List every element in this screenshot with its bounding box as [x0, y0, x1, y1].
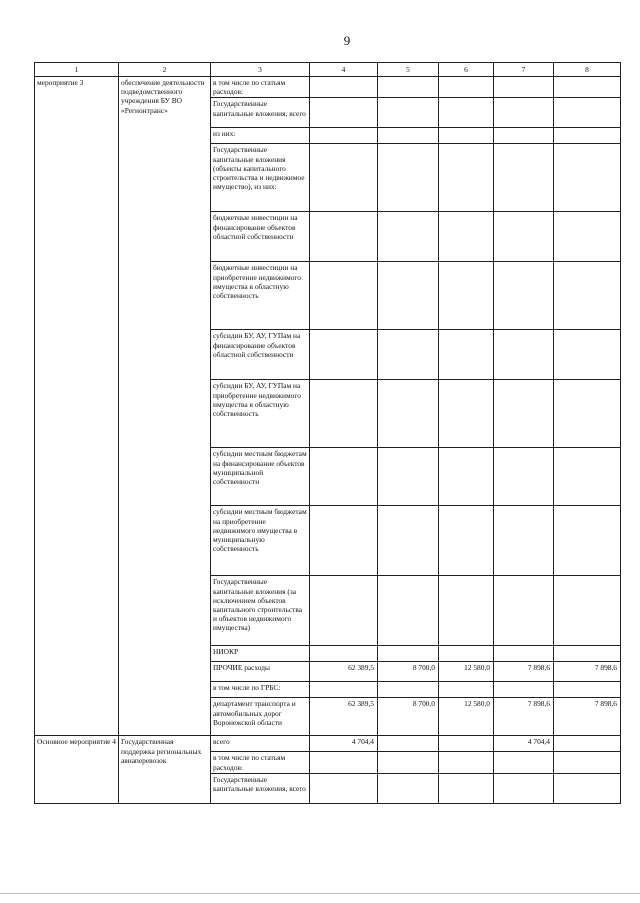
- amount-cell: [554, 77, 621, 98]
- amount-cell: [378, 646, 439, 662]
- amount-cell: [554, 576, 621, 646]
- amount-cell: [378, 128, 439, 144]
- amount-cell: [439, 77, 494, 98]
- amount-cell: [378, 262, 439, 330]
- amount-cell: [554, 773, 621, 803]
- amount-cell: [310, 646, 378, 662]
- expense-item-cell: Государственные капитальные вложения, всего: [211, 773, 310, 803]
- amount-cell: [554, 380, 621, 448]
- expense-item-cell: субсидии БУ, АУ, ГУПам на финансирование объектов областной собственности: [211, 330, 310, 380]
- amount-cell: [554, 506, 621, 576]
- amount-cell: 4 704,4: [310, 736, 378, 752]
- expense-item-cell: НИОКР: [211, 646, 310, 662]
- expense-item-cell: ПРОЧИЕ расходы: [211, 662, 310, 682]
- event-name-cell: Основное мероприятие 4: [35, 736, 119, 803]
- amount-cell: [378, 380, 439, 448]
- amount-cell: [310, 682, 378, 698]
- amount-cell: [439, 262, 494, 330]
- event-name-cell: мероприятие 3: [35, 77, 119, 736]
- amount-cell: [554, 736, 621, 752]
- amount-cell: [310, 212, 378, 262]
- expense-item-cell: в том числе по статьям расходов:: [211, 77, 310, 98]
- amount-cell: 8 700,0: [378, 698, 439, 736]
- amount-cell: [439, 682, 494, 698]
- header-cell: 1: [35, 63, 119, 77]
- amount-cell: [378, 736, 439, 752]
- amount-cell: [378, 773, 439, 803]
- amount-cell: [378, 98, 439, 128]
- amount-cell: [310, 98, 378, 128]
- expense-item-cell: всего: [211, 736, 310, 752]
- amount-cell: [494, 646, 554, 662]
- amount-cell: [310, 752, 378, 773]
- expense-item-cell: бюджетные инвестиции на приобретение недвижимого имущества в областную собственность: [211, 262, 310, 330]
- expense-item-cell: департамент транспорта и автомобильных дорог Воронежской области: [211, 698, 310, 736]
- amount-cell: [310, 448, 378, 506]
- event-description-cell: обеспечение деятельности подведомственного учреждения БУ ВО «Регионтранс»: [119, 77, 211, 736]
- amount-cell: [494, 773, 554, 803]
- amount-cell: [494, 576, 554, 646]
- amount-cell: [494, 448, 554, 506]
- expense-item-cell: Государственные капитальные вложения (за исключением объектов капитального строительства и объектов недвижимого имущества): [211, 576, 310, 646]
- expense-item-cell: субсидии местным бюджетам на приобретение недвижимого имущества в муниципальную собственность: [211, 506, 310, 576]
- amount-cell: [554, 330, 621, 380]
- amount-cell: [439, 506, 494, 576]
- header-cell: 4: [310, 63, 378, 77]
- amount-cell: [439, 330, 494, 380]
- amount-cell: [494, 682, 554, 698]
- amount-cell: [439, 752, 494, 773]
- expense-item-cell: субсидии местным бюджетам на финансирование объектов муниципальной собственности: [211, 448, 310, 506]
- budget-table: [34, 62, 621, 804]
- amount-cell: [310, 576, 378, 646]
- amount-cell: [310, 144, 378, 212]
- amount-cell: [554, 144, 621, 212]
- header-cell: 5: [378, 63, 439, 77]
- amount-cell: [310, 330, 378, 380]
- expense-item-cell: субсидии БУ, АУ, ГУПам на приобретение недвижимого имущества в областную собственность: [211, 380, 310, 448]
- amount-cell: [310, 77, 378, 98]
- amount-cell: [439, 736, 494, 752]
- amount-cell: [494, 77, 554, 98]
- amount-cell: [378, 212, 439, 262]
- amount-cell: [310, 380, 378, 448]
- expense-item-cell: в том числе по ГРБС:: [211, 682, 310, 698]
- amount-cell: [554, 646, 621, 662]
- amount-cell: 7 898,6: [554, 662, 621, 682]
- amount-cell: [310, 262, 378, 330]
- amount-cell: [378, 77, 439, 98]
- amount-cell: [494, 506, 554, 576]
- amount-cell: [439, 646, 494, 662]
- header-row: [35, 63, 621, 77]
- amount-cell: [439, 380, 494, 448]
- amount-cell: [378, 752, 439, 773]
- expense-item-cell: бюджетные инвестиции на финансирование объектов областной собственности: [211, 212, 310, 262]
- header-cell: 7: [494, 63, 554, 77]
- expense-item-cell: Государственные капитальные вложения (объекты капитального строительства и недвижимое имущество), из них:: [211, 144, 310, 212]
- amount-cell: [554, 682, 621, 698]
- amount-cell: [494, 212, 554, 262]
- amount-cell: 7 898,6: [494, 662, 554, 682]
- header-cell: 2: [119, 63, 211, 77]
- amount-cell: [439, 212, 494, 262]
- amount-cell: [439, 576, 494, 646]
- amount-cell: [494, 330, 554, 380]
- amount-cell: 7 898,6: [554, 698, 621, 736]
- amount-cell: [494, 380, 554, 448]
- amount-cell: [310, 128, 378, 144]
- amount-cell: [439, 98, 494, 128]
- amount-cell: [554, 448, 621, 506]
- amount-cell: [378, 330, 439, 380]
- amount-cell: [310, 773, 378, 803]
- page-number: 9: [343, 33, 351, 48]
- amount-cell: [378, 144, 439, 212]
- amount-cell: [439, 144, 494, 212]
- amount-cell: [494, 128, 554, 144]
- amount-cell: [439, 128, 494, 144]
- amount-cell: 4 704,4: [494, 736, 554, 752]
- amount-cell: [439, 448, 494, 506]
- amount-cell: 8 700,0: [378, 662, 439, 682]
- expense-item-cell: Государственные капитальные вложения, всего: [211, 98, 310, 128]
- amount-cell: [439, 773, 494, 803]
- amount-cell: [494, 144, 554, 212]
- amount-cell: [554, 752, 621, 773]
- amount-cell: 62 389,5: [310, 698, 378, 736]
- amount-cell: 12 580,0: [439, 698, 494, 736]
- header-cell: 8: [554, 63, 621, 77]
- amount-cell: 62 389,5: [310, 662, 378, 682]
- header-cell: 3: [211, 63, 310, 77]
- amount-cell: 7 898,6: [494, 698, 554, 736]
- bottom-rule: [0, 893, 640, 894]
- amount-cell: [378, 448, 439, 506]
- amount-cell: [554, 128, 621, 144]
- amount-cell: [554, 212, 621, 262]
- header-cell: 6: [439, 63, 494, 77]
- amount-cell: 12 580,0: [439, 662, 494, 682]
- amount-cell: [494, 752, 554, 773]
- expense-item-cell: в том числе по статьям расходов:: [211, 752, 310, 773]
- amount-cell: [378, 682, 439, 698]
- table-row: [35, 77, 621, 98]
- event-description-cell: Государственная поддержка региональных авиаперевозок: [119, 736, 211, 803]
- amount-cell: [554, 98, 621, 128]
- amount-cell: [310, 506, 378, 576]
- expense-item-cell: из них:: [211, 128, 310, 144]
- amount-cell: [494, 262, 554, 330]
- amount-cell: [554, 262, 621, 330]
- amount-cell: [378, 576, 439, 646]
- amount-cell: [378, 506, 439, 576]
- amount-cell: [494, 98, 554, 128]
- table-row: [35, 736, 621, 752]
